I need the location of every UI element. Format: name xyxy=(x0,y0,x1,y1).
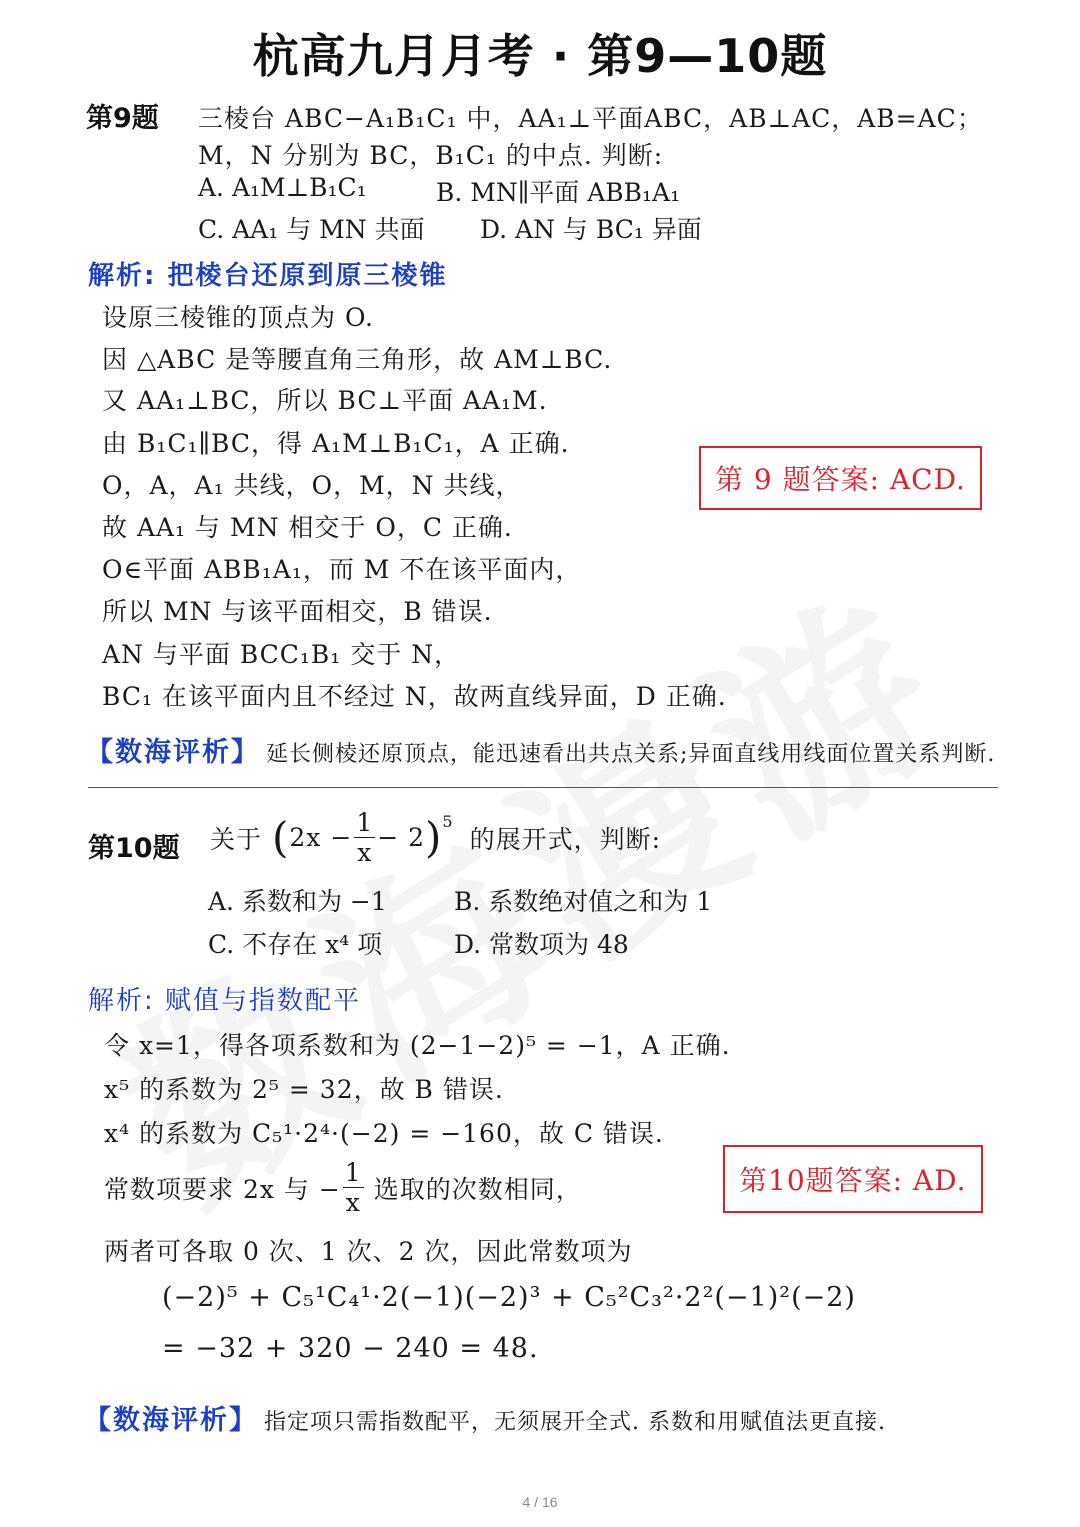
q9-solution-line: BC₁ 在该平面内且不经过 N，故两直线异面，D 正确. xyxy=(102,682,727,711)
q10-stem-tail: − 2 xyxy=(377,823,426,852)
section-divider xyxy=(88,787,998,788)
comment-tag: 【数海评析】 xyxy=(86,737,260,768)
fraction xyxy=(354,810,375,865)
q10-solution-line: x⁵ 的系数为 2⁵ = 32，故 B 错误. xyxy=(104,1075,504,1104)
comment-tag: 【数海评析】 xyxy=(84,1405,258,1436)
q10-solution-line: (−2)⁵ + C₅¹C₄¹·2(−1)(−2)³ + C₅²C₃²·2²(−1)²(−2) xyxy=(162,1282,856,1313)
q9-stem-line1: 三棱台 ABC−A₁B₁C₁ 中，AA₁⊥平面ABC，AB⊥AC，AB=AC； xyxy=(198,104,983,133)
q10-comment xyxy=(84,1398,886,1437)
q10-stem: 关于 ( 2x − $\frac{1}{x}$ − 2 ) 5 的展开式，判断: xyxy=(210,808,662,867)
q10-solution-line xyxy=(104,1160,582,1215)
q10-stem-term: 2x − xyxy=(289,823,353,852)
fraction-numerator: 1 xyxy=(356,808,374,837)
q10-solution-line: 令 x=1，得各项系数和为 (2−1−2)⁵ = −1，A 正确. xyxy=(104,1031,731,1060)
q10-solution-line: 两者可各取 0 次、1 次、2 次，因此常数项为 xyxy=(104,1237,633,1266)
q9-solution-line: 因 △ABC 是等腰直角三角形，故 AM⊥BC. xyxy=(102,345,613,374)
page-number: 4 / 16 xyxy=(522,1494,558,1510)
q9-comment xyxy=(86,730,995,769)
q9-stem-line2: M，N 分别为 BC，B₁C₁ 的中点. 判断: xyxy=(198,141,664,170)
q10-solution-line: = −32 + 320 − 240 = 48. xyxy=(162,1333,539,1364)
comment-text: 指定项只需指数配平，无须展开全式. 系数和用赋值法更直接. xyxy=(264,1410,886,1435)
page-title: 杭高九月月考 · 第9—10题 xyxy=(252,29,828,83)
fraction-numerator: 1 xyxy=(344,1158,362,1187)
q9-solution-line: O，A，A₁ 共线，O，M，N 共线， xyxy=(102,471,522,500)
q9-option-b: B. MN∥平面 ABB₁A₁ xyxy=(436,178,681,207)
q9-answer-box: 第 9 题答案: ACD. xyxy=(699,446,982,510)
q10-option-c: C. 不存在 x⁴ 项 xyxy=(208,930,383,959)
q10-line4-pre: 常数项要求 2x 与 − xyxy=(104,1174,341,1204)
q9-label: 第9题 xyxy=(86,103,159,134)
q9-option-d: D. AN 与 BC₁ 异面 xyxy=(480,215,702,244)
q9-analysis-heading: 解析: 把棱台还原到原三棱锥 xyxy=(88,261,448,291)
q9-solution-line: 故 AA₁ 与 MN 相交于 O，C 正确. xyxy=(102,513,513,542)
q9-solution-line: 由 B₁C₁∥BC，得 A₁M⊥B₁C₁，A 正确. xyxy=(102,429,570,458)
fraction xyxy=(343,1160,364,1215)
q10-option-b: B. 系数绝对值之和为 1 xyxy=(454,887,713,916)
fraction-denominator: x xyxy=(357,838,373,867)
q10-exponent: 5 xyxy=(442,812,454,831)
fraction-denominator: x xyxy=(345,1188,361,1217)
q9-solution-line: 又 AA₁⊥BC，所以 BC⊥平面 AA₁M. xyxy=(102,386,548,415)
q9-solution-line: 设原三棱锥的顶点为 O. xyxy=(102,303,374,332)
q10-label: 第10题 xyxy=(88,833,180,864)
comment-text: 延长侧棱还原顶点，能迅速看出共点关系;异面直线用线面位置关系判断. xyxy=(266,742,996,767)
q10-answer-box: 第10题答案: AD. xyxy=(723,1145,983,1213)
q9-solution-line: 所以 MN 与该平面相交，B 错误. xyxy=(102,597,493,626)
q10-stem-post: 的展开式，判断: xyxy=(469,824,662,854)
q10-solution-line: x⁴ 的系数为 C₅¹·2⁴·(−2) = −160，故 C 错误. xyxy=(104,1119,664,1148)
q10-stem-pre: 关于 xyxy=(210,824,263,854)
q10-option-a: A. 系数和为 −1 xyxy=(208,887,387,916)
q10-analysis-heading: 解析: 赋值与指数配平 xyxy=(88,986,362,1016)
q9-option-a: A. A₁M⊥B₁C₁ xyxy=(198,173,367,202)
q9-option-c: C. AA₁ 与 MN 共面 xyxy=(198,215,425,244)
q10-option-d: D. 常数项为 48 xyxy=(454,930,629,959)
q9-solution-line: AN 与平面 BCC₁B₁ 交于 N， xyxy=(102,640,461,669)
q10-line4-post: 选取的次数相同， xyxy=(373,1174,582,1204)
q9-solution-line: O∈平面 ABB₁A₁，而 M 不在该平面内， xyxy=(102,555,582,584)
